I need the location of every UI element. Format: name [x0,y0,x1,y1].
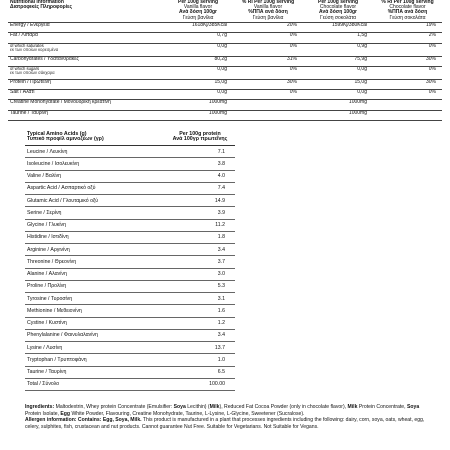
vanilla-ri [233,100,303,110]
nutrient-label: Carbohydrates / Υδατάνθρακες [8,56,163,66]
amino-row [25,219,235,231]
ingredients-part: ), Reduced Fat Cocoa Powder (only in chocolate flavor), [219,404,348,410]
amino-value: 4.0 [165,170,235,182]
vanilla-value: 1000mg [163,110,233,120]
allergen-word: Milk [209,404,220,410]
amino-header-en: Typical Amino Acids (g) [27,130,87,137]
nutrition-row [8,110,442,120]
nutrient-label: Salt / Αλάτι [8,90,163,100]
amino-name: Serine / Σερίνη [25,207,165,219]
amino-value: 3.4 [165,329,235,341]
nutrient-label [8,43,163,56]
amino-header-value-en: Per 100g protein [179,130,221,137]
nutrient-label: Creatine Monohydrate / Μονοϋδρική κρεατίνη [8,100,163,110]
amino-name: Total / Σύνολο [25,378,165,390]
nutrition-row [8,79,442,89]
amino-row [25,342,235,354]
vanilla-value: 80,2g [163,56,233,66]
amino-value: 3.7 [165,256,235,268]
chocolate-value: 1000mg [303,100,373,110]
amino-name: Valine / Βαλίνη [25,170,165,182]
chocolate-ri: 30% [373,56,442,66]
amino-row [25,170,235,182]
allergen-information: Allergen information: Contains: Egg, Soya, Milk. [25,417,142,424]
amino-header-value [165,128,235,146]
chocolate-ri: 0% [373,66,442,79]
nutrition-header-gr: Διατροφικές Πληροφορίες [10,4,73,11]
chocolate-value: 0,0g [303,66,373,79]
amino-name: Alanine / Αλανίνη [25,268,165,280]
amino-value: 6.5 [165,366,235,378]
vanilla-ri: 0% [233,43,303,56]
vanilla-value: 1618Kj/385Kcal [163,23,233,33]
chocolate-ri-header [373,0,442,23]
header-line: Γεύση σοκολάτα [389,14,426,21]
ingredients-part: White Powder, Flavouring, Creatine Monohydrate, Taurine, L-Lysine, L-Glycine, Sweetener (Sucralose). [70,410,305,417]
chocolate-value: 15,0g [303,79,373,89]
vanilla-value: 0,0g [163,90,233,100]
amino-value: 3.0 [165,268,235,280]
chocolate-ri [373,110,442,120]
nutrition-table [8,0,442,121]
ingredients-label: Ingredients: [25,404,55,410]
amino-row [25,231,235,243]
chocolate-value: 0,0g [303,90,373,100]
nutrition-header-label [8,0,163,23]
ingredients-part: Protein Isolate, [25,410,61,417]
chocolate-ri: 0% [373,43,442,56]
nutrient-label-en: of which saturates [10,43,44,48]
amino-name: Cystine / Κυστίνη [25,317,165,329]
amino-header-row [25,128,235,146]
header-line: % RI Per 100g serving [241,0,295,5]
amino-value: 13.7 [165,342,235,354]
amino-row [25,195,235,207]
chocolate-value: 1000mg [303,110,373,120]
vanilla-ri: 0% [233,33,303,43]
amino-value: 1.2 [165,317,235,329]
amino-row [25,354,235,366]
chocolate-value: 0,9g [303,43,373,56]
amino-row [25,146,235,158]
nutrition-header-row [8,0,442,23]
amino-row [25,256,235,268]
amino-row [25,244,235,256]
vanilla-value: 15,0g [163,79,233,89]
chocolate-per-serving-header [303,0,373,23]
amino-value: 7.4 [165,182,235,194]
nutrition-row [8,66,442,79]
allergen-word: Milk [347,404,358,410]
amino-row [25,207,235,219]
amino-acid-table [25,128,235,391]
amino-name: Arginine / Αργινίνη [25,244,165,256]
nutrition-row [8,23,442,33]
amino-name: Methionine / Μεθειονίνη [25,305,165,317]
allergen-word: Egg [60,410,71,417]
vanilla-ri: 20% [233,23,303,33]
amino-name: Leucine / Λευκίνη [25,146,165,158]
header-line: Vanilla flavor [183,4,213,11]
nutrition-row [8,100,442,110]
vanilla-ri: 31% [233,56,303,66]
nutrition-header-en: Nutritional Information [10,0,64,5]
nutrient-label: Protein / Πρωτεΐνη [8,79,163,89]
amino-value: 3.1 [165,293,235,305]
amino-row [25,366,235,378]
amino-value: 14.9 [165,195,235,207]
nutrition-row [8,56,442,66]
header-line: Ανά δόση 100gr [319,9,357,16]
nutrient-label-en: of which sugars [10,66,40,71]
vanilla-ri [233,110,303,120]
amino-name: Proline / Προλίνη [25,280,165,292]
amino-name: Glutamic Acid / Γλουταμικό οξύ [25,195,165,207]
header-line: %ΠΠΑ ανά δόση [248,9,288,16]
nutrient-label: Energy / Ενέργεια [8,23,163,33]
amino-row [25,329,235,341]
ingredients-text [25,404,430,430]
header-line: Chocolate flavor [319,4,357,11]
nutrition-row [8,33,442,43]
amino-name: Threonine / Θρεονίνη [25,256,165,268]
amino-value: 11.2 [165,219,235,231]
chocolate-ri: 30% [373,79,442,89]
vanilla-per-serving-header [163,0,233,23]
amino-value: 7.1 [165,146,235,158]
amino-name: Histidine / Ιστιδίνη [25,231,165,243]
amino-row [25,182,235,194]
amino-header-gr: Τυπικό προφίλ αμινοξέων (γρ) [27,136,104,143]
nutrition-row [8,90,442,100]
vanilla-ri: 0% [233,66,303,79]
nutrient-label: Fat / Λιπαρά [8,33,163,43]
vanilla-ri: 0% [233,90,303,100]
nutrient-label: Taurine / Ταυρίνη [8,110,163,120]
chocolate-value: 75,9g [303,56,373,66]
amino-value: 3.8 [165,158,235,170]
amino-name: Aspartic Acid / Ασπαρτικό οξύ [25,182,165,194]
amino-name: Phenylalanine / Φαινυλαλανίνη [25,329,165,341]
amino-row [25,280,235,292]
header-line: Per 100g serving [177,0,219,5]
amino-name: Tryptophan / Τρυπτοφάνη [25,354,165,366]
nutrient-label-gr: εκ των οποίων κορεσμένα [10,47,59,52]
chocolate-ri: 2% [373,33,442,43]
amino-value: 3.9 [165,207,235,219]
nutrient-label-gr: εκ των οποίων σάκχαρα [10,70,55,76]
amino-total-row [25,378,235,390]
amino-name: Taurine / Ταυρίνη [25,366,165,378]
chocolate-ri [373,100,442,110]
ingredients-part: Protein Concentrate, [357,404,407,410]
allergen-word: Soya [173,404,186,410]
amino-header-label [25,128,165,146]
nutrition-row [8,43,442,56]
ingredients-part: Maltodextrin, Whey protein Concentrate (Emulsifier: [54,404,174,410]
header-line: Γεύση σοκολάτα [319,14,357,21]
vanilla-ri: 30% [233,79,303,89]
chocolate-ri: 0% [373,90,442,100]
chocolate-value: 1599Kj/380Kcal [303,23,373,33]
header-line: %ΠΠΑ ανά δόση [387,9,428,16]
header-line: Vanilla flavor [253,4,283,11]
amino-row [25,317,235,329]
vanilla-value: 0,0g [163,66,233,79]
amino-name: Tyrosine / Τυροσίνη [25,293,165,305]
amino-value: 100.00 [165,378,235,390]
chocolate-ri: 19% [373,23,442,33]
amino-name: Glycine / Γλυκίνη [25,219,165,231]
vanilla-value: 1000mg [163,100,233,110]
amino-row [25,158,235,170]
ingredients-part: Lecithin) ( [185,404,210,410]
vanilla-value: 0,0g [163,43,233,56]
amino-row [25,293,235,305]
nutrient-label [8,66,163,79]
amino-value: 1.6 [165,305,235,317]
amino-value: 5.3 [165,280,235,292]
amino-value: 1.8 [165,231,235,243]
header-line: Per 100g serving [317,0,359,5]
amino-name: Isoleucine / Ισολευκίνη [25,158,165,170]
amino-header-value-gr: Ανά 100γρ πρωτεΐνης [172,136,228,143]
amino-name: Lysine / Λυσίνη [25,342,165,354]
header-line: % RI Per 100g serving [381,0,434,5]
header-line: Γεύση βανίλια [252,14,284,21]
chocolate-value: 1,5g [303,33,373,43]
amino-row [25,268,235,280]
vanilla-ri-header [233,0,303,23]
amino-row [25,305,235,317]
allergen-word: Soya [406,404,420,410]
header-line: Ανά δόση 100gr [179,9,217,16]
header-line: Chocolate flavor [389,4,426,11]
vanilla-value: 0,7g [163,33,233,43]
amino-value: 3.4 [165,244,235,256]
allergen-statement: This product is manufactured in a plant that processes ingredients including the following: dairy, corn, soya, oats, wheat, egg, celery, sulphites, fish, crustacean and nut products. Cannot guarantee Nut Free. Suitable for Vegetarians. Not Suitable for Vegans. [25,417,425,430]
header-line: Γεύση βανίλια [182,14,214,21]
amino-value: 1.0 [165,354,235,366]
